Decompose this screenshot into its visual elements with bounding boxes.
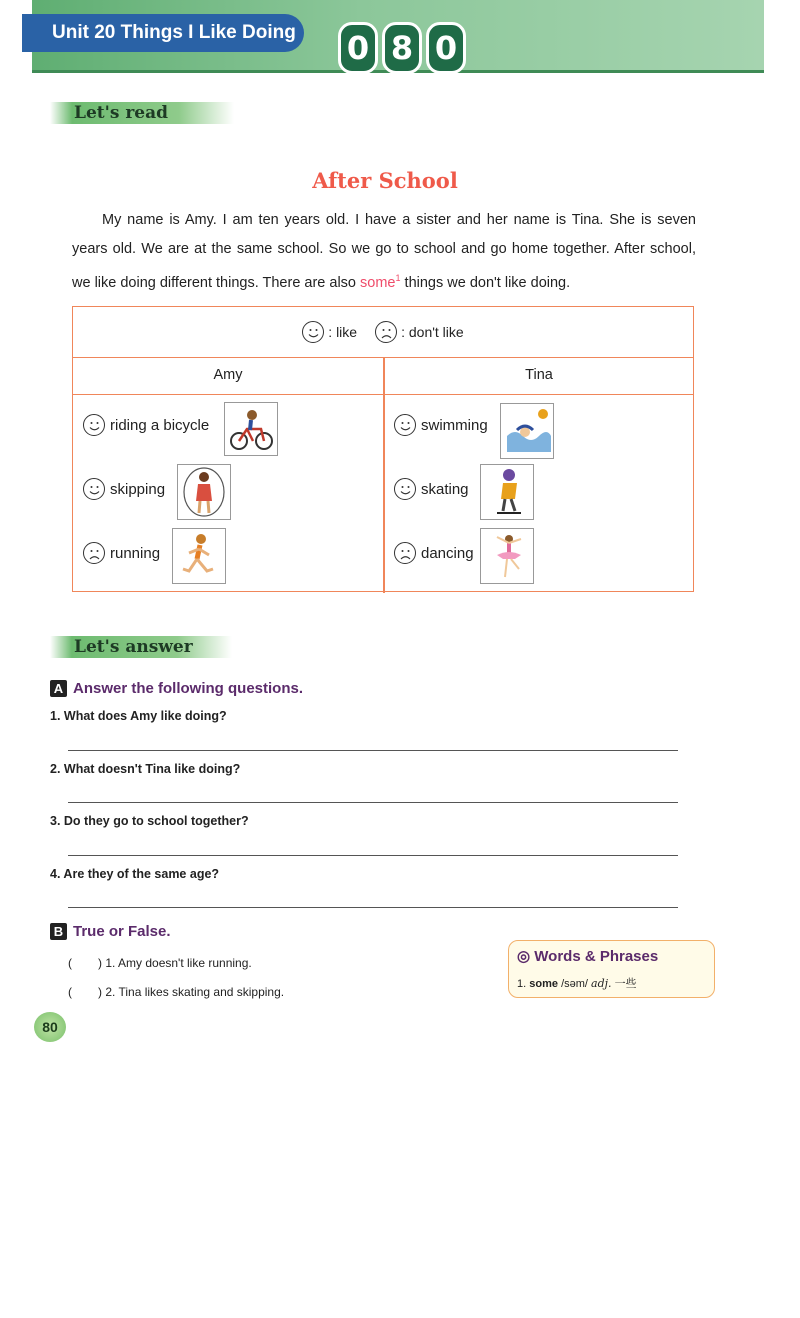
activity-label: swimming	[421, 416, 488, 434]
section-a-letter: A	[50, 680, 67, 697]
answer-blank[interactable]: (	[68, 985, 72, 999]
question: 2. What doesn't Tina like doing?	[50, 762, 241, 776]
column-divider	[383, 357, 385, 593]
page-number: 80	[34, 1012, 66, 1042]
legend-row	[73, 307, 693, 358]
answer-line[interactable]	[68, 855, 678, 856]
page-code	[338, 22, 466, 74]
passage-text: My name is Amy. I am ten years old. I have a sister and her name is Tina. She is seven years old. We are at the same school. So we go to school and go home together. After school, we like doing different things. There are also	[72, 212, 696, 291]
legend-like: : like	[328, 324, 358, 340]
true-false-item	[68, 956, 252, 970]
answer-line[interactable]	[68, 802, 678, 803]
vocab-phonetic: /səm/	[561, 978, 588, 990]
amy-activity-row	[83, 478, 165, 500]
question: 3. Do they go to school together?	[50, 814, 249, 828]
true-false-item	[68, 985, 284, 999]
section-b-title: True or False.	[73, 923, 171, 940]
swimming-icon	[500, 403, 554, 459]
paren-close: )	[98, 956, 102, 970]
vocab-pos: adj.	[591, 977, 612, 990]
section-b-letter: B	[50, 923, 67, 940]
smile-face-icon	[394, 478, 416, 500]
words-phrases-heading: Words & Phrases	[534, 948, 659, 965]
page-code-digit: 8	[382, 22, 422, 74]
target-icon: ◎	[517, 948, 531, 965]
amy-header: Amy	[213, 367, 243, 383]
legend-dont-like: : don't like	[401, 324, 464, 340]
answer-line[interactable]	[68, 907, 678, 908]
sad-face-icon	[375, 321, 397, 343]
smile-face-icon	[83, 414, 105, 436]
jump-rope-icon	[177, 464, 231, 520]
statement-text: 1. Amy doesn't like running.	[105, 956, 252, 970]
smile-face-icon	[394, 414, 416, 436]
section-b-heading	[50, 923, 171, 940]
bicycle-icon	[224, 402, 278, 456]
activity-label: dancing	[421, 544, 474, 562]
section-a-title: Answer the following questions.	[73, 680, 304, 697]
tina-activity-row	[394, 478, 469, 500]
question: 1. What does Amy like doing?	[50, 709, 227, 723]
highlighted-word: some	[360, 274, 396, 291]
smile-face-icon	[83, 478, 105, 500]
story-title: After School	[312, 168, 458, 193]
smile-face-icon	[302, 321, 324, 343]
likes-table	[72, 306, 694, 592]
skating-icon	[480, 464, 534, 520]
activity-label: skating	[421, 480, 469, 498]
amy-activity-row	[83, 542, 160, 564]
question: 4. Are they of the same age?	[50, 867, 220, 881]
answer-blank[interactable]: (	[68, 956, 72, 970]
tina-activity-row	[394, 542, 474, 564]
running-icon	[172, 528, 226, 584]
activity-label: skipping	[110, 480, 166, 498]
story-passage	[72, 206, 696, 298]
vocab-number: 1.	[517, 978, 527, 990]
page-code-digit: 0	[426, 22, 466, 74]
section-a-heading	[50, 680, 303, 697]
tina-activity-row	[394, 414, 488, 436]
amy-activity-row	[83, 414, 209, 436]
footnote-mark: 1	[395, 273, 401, 283]
words-phrases-box	[508, 940, 715, 998]
statement-text: 2. Tina likes skating and skipping.	[105, 985, 285, 999]
vocab-word: some	[529, 978, 558, 990]
paren-close: )	[98, 985, 102, 999]
sad-face-icon	[394, 542, 416, 564]
unit-title: Unit 20 Things I Like Doing	[22, 14, 304, 52]
page-code-digit: 0	[338, 22, 378, 74]
tina-header: Tina	[525, 367, 553, 383]
words-phrases-title	[517, 947, 658, 965]
dancing-icon	[480, 528, 534, 584]
passage-text: things we don't like doing.	[400, 274, 571, 291]
vocab-meaning: 一些	[614, 978, 637, 990]
lets-answer-tag: Let's answer	[50, 636, 232, 658]
sad-face-icon	[83, 542, 105, 564]
lets-read-tag: Let's read	[50, 102, 234, 124]
vocab-entry	[517, 975, 637, 991]
activity-label: riding a bicycle	[110, 416, 210, 434]
answer-line[interactable]	[68, 750, 678, 751]
activity-label: running	[110, 544, 161, 562]
